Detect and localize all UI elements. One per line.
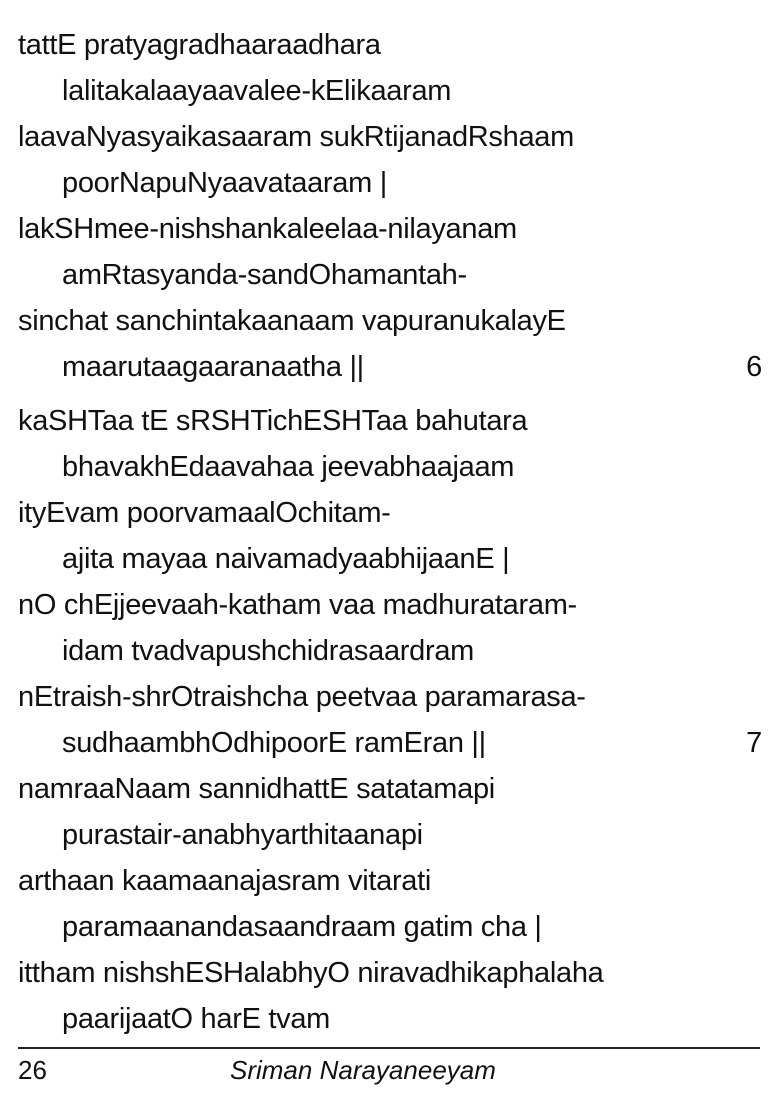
verse-line: namraaNaam sannidhattE satatamapi bbox=[18, 773, 495, 805]
book-title: Sriman Narayaneeyam bbox=[230, 1055, 496, 1085]
verse-line: poorNapuNyaavataaram | bbox=[62, 167, 387, 199]
verse-7 bbox=[18, 398, 768, 766]
footer-divider bbox=[18, 1047, 760, 1049]
verse-line: paramaanandasaandraam gatim cha | bbox=[62, 911, 542, 943]
verse-line: amRtasyanda-sandOhamantah- bbox=[62, 259, 467, 291]
verse-line: laavaNyasyaikasaaram sukRtijanadRshaam bbox=[18, 121, 574, 153]
verse-line: arthaan kaamaanajasram vitarati bbox=[18, 865, 432, 897]
verse-line: idam tvadvapushchidrasaardram bbox=[62, 635, 475, 667]
verse-line: ityEvam poorvamaalOchitam- bbox=[18, 497, 391, 529]
verse-line: bhavakhEdaavahaa jeevabhaajaam bbox=[62, 451, 515, 483]
verse-line: sudhaambhOdhipoorE ramEran || 7 bbox=[18, 720, 768, 766]
verse-line: tattE pratyagradhaaraadhara bbox=[18, 29, 381, 61]
verse-line: lakSHmee-nishshankaleelaa-nilayanam bbox=[18, 213, 517, 245]
verse-line: nEtraish-shrOtraishcha peetvaa paramarasa- bbox=[18, 681, 586, 713]
verse-line: kaSHTaa tE sRSHTichESHTaa bahutara bbox=[18, 405, 528, 437]
verse-number: 6 bbox=[746, 351, 762, 383]
verse-6 bbox=[18, 22, 768, 390]
verse-line: paarijaatO harE tvam bbox=[62, 1003, 331, 1035]
verse-line: purastair-anabhyarthitaanapi bbox=[62, 819, 423, 851]
verse-line: lalitakalaayaavalee-kElikaaram bbox=[62, 75, 452, 107]
verse-8 bbox=[18, 766, 768, 1042]
verse-line: ittham nishshESHalabhyO niravadhikaphalaha bbox=[18, 957, 604, 989]
verse-number: 7 bbox=[746, 727, 762, 759]
verse-line: ajita mayaa naivamadyaabhijaanE | bbox=[62, 543, 510, 575]
verse-line: maarutaagaaranaatha || 6 bbox=[18, 344, 768, 390]
page-number: 26 bbox=[18, 1055, 47, 1085]
verse-line: nO chEjjeevaah-katham vaa madhurataram- bbox=[18, 589, 577, 621]
verse-line: sinchat sanchintakaanaam vapuranukalayE bbox=[18, 305, 566, 337]
